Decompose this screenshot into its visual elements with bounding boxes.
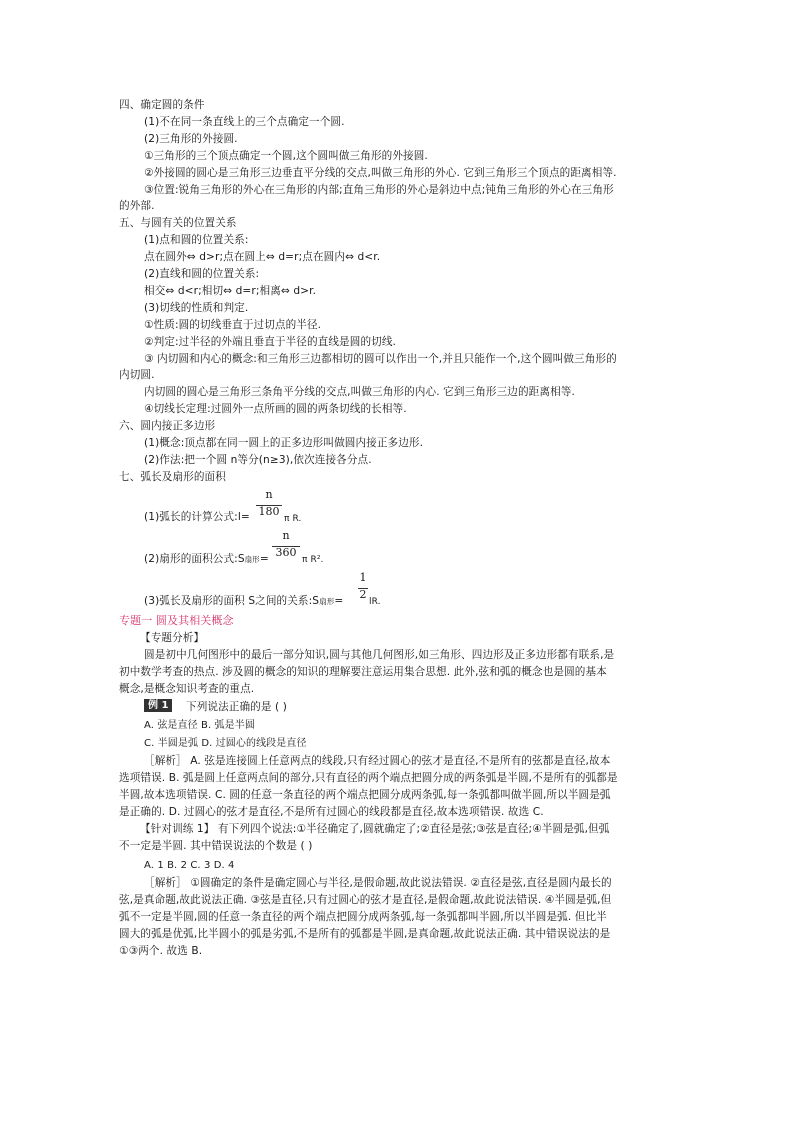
formula-suffix: π R. xyxy=(284,514,302,524)
text-line: ①三角形的三个顶点确定一个圆,这个圆叫做三角形的外接圆. xyxy=(144,150,428,162)
training-question: 【针对训练 1】 有下列四个说法:①半径确定了,圆就确定了;②直径是弦;③弦是直径;④半圆是弧,但弧 xyxy=(140,823,610,835)
example-question: 下列说法正确的是 ( ) xyxy=(186,701,287,713)
text-line: ②判定:过半径的外端且垂直于半径的直线是圆的切线. xyxy=(144,336,396,348)
formula-relation xyxy=(144,594,343,609)
text-line: 内切圆的圆心是三角形三条角平分线的交点,叫做三角形的内心. 它到三角形三边的距离相等. xyxy=(144,386,575,398)
text-line: 弧不一定是半圆,圆的任意一条直径的两个端点把圆分成两条弧,每一条弧都叫半圆,所以半圆是弧. 但比半 xyxy=(119,911,607,923)
formula-arc-length xyxy=(144,510,250,524)
example-badge: 例 1 xyxy=(144,699,172,712)
text-line: 选项错误. B. 弧是圆上任意两点间的部分,只有直径的两个端点把圆分成的两条弧是半圆,不是所有的弧都是 xyxy=(119,772,618,784)
text-line: 半圆,故本选项错误. C. 圆的任意一条直径的两个端点把圆分成两条弧,每一条弧都叫做半圆,所以半圆是弧 xyxy=(119,789,611,801)
text-line: (3)切线的性质和判定. xyxy=(144,302,249,314)
section-4-title: 四、确定圆的条件 xyxy=(119,99,205,111)
section-7-title: 七、弧长及扇形的面积 xyxy=(119,471,226,483)
formula-sector-area xyxy=(144,552,269,567)
text-line: ③位置:锐角三角形的外心在三角形的内部;直角三角形的外心是斜边中点;钝角三角形的外心在三角形 xyxy=(144,184,614,196)
example-options: C. 半圆是弧 D. 过圆心的线段是直径 xyxy=(144,738,307,749)
text-line: ④切线长定理:过圆外一点所画的圆的两条切线的长相等. xyxy=(144,403,407,415)
text-line: 概念,是概念知识考查的重点. xyxy=(119,683,255,695)
text-line: ［解析］ A. 弦是连接圆上任意两点的线段,只有经过圆心的弦才是直径,不是所有的弦都是直径,故本 xyxy=(144,755,611,767)
text-line: (1)点和圆的位置关系: xyxy=(144,234,249,246)
fraction-numerator: n xyxy=(282,529,290,542)
text-line: 是正确的. D. 过圆心的弦才是直径,不是所有过圆心的线段都是直径,故本选项错误. 故选 C. xyxy=(119,806,544,818)
fraction-numerator: n xyxy=(265,488,273,501)
formula-text: (3)弧长及扇形的面积 S之间的关系:S xyxy=(144,595,320,607)
text-line: ③ 内切圆和内心的概念:和三角形三边都相切的圆可以作出一个,并且只能作一个,这个圆叫做三角形的 xyxy=(144,353,617,365)
formula-eq: = xyxy=(259,553,269,565)
text-line: ［解析］ ①圆确定的条件是确定圆心与半径,是假命题,故此说法错误. ②直径是弦,直径是圆内最长的 xyxy=(144,877,612,889)
subscript: 扇形 xyxy=(244,555,260,564)
text-line: 点在圆外⇔ d>r;点在圆上⇔ d=r;点在圆内⇔ d<r. xyxy=(144,251,381,263)
formula-text: (2)扇形的面积公式:S xyxy=(144,553,245,565)
text-line: (1)概念:顶点都在同一圆上的正多边形叫做圆内接正多边形. xyxy=(144,437,424,449)
fraction-denominator: 180 xyxy=(258,505,280,518)
formula-suffix: lR. xyxy=(369,597,381,607)
text-line: (2)直线和圆的位置关系: xyxy=(144,268,260,280)
section-6-title: 六、圆内接正多边形 xyxy=(119,420,216,432)
text-line: 不一定是半圆. 其中错误说法的个数是 ( ) xyxy=(119,840,313,852)
text-line: 的外部. xyxy=(119,200,155,212)
formula-eq: = xyxy=(334,595,344,607)
fraction-denominator: 2 xyxy=(359,588,367,601)
text-line: 相交⇔ d<r;相切⇔ d=r;相离⇔ d>r. xyxy=(144,285,317,297)
text-line: 初中数学考查的热点. 涉及圆的概念的知识的理解要注意运用集合思想. 此外,弦和弧的概念也是圆的基本 xyxy=(119,666,607,678)
fraction-denominator: 360 xyxy=(275,546,297,559)
text-line: (1)不在同一条直线上的三个点确定一个圆. xyxy=(144,116,345,128)
text-line: 内切圆. xyxy=(119,369,155,381)
text-line: 圆大的弧是优弧,比半圆小的弧是劣弧,不是所有的弧都是半圆,是真命题,故此说法正确. 其中错误说法的是 xyxy=(119,928,611,940)
text-line: (2)作法:把一个圆 n等分(n≥3),依次连接各分点. xyxy=(144,454,372,466)
formula-text: (1)弧长的计算公式:l= xyxy=(144,511,250,523)
text-line: ①③两个. 故选 B. xyxy=(119,945,203,957)
fraction-numerator: 1 xyxy=(359,571,367,584)
section-5-title: 五、与圆有关的位置关系 xyxy=(119,217,237,229)
text-line: 圆是初中几何图形中的最后一部分知识,圆与其他几何图形,如三角形、四边形及正多边形都有联系,是 xyxy=(144,649,615,661)
subscript: 扇形 xyxy=(319,597,335,606)
text-line: ②外接圆的圆心是三角形三边垂直平分线的交点,叫做三角形的外心. 它到三角形三个顶点的距离相等. xyxy=(144,167,617,179)
training-options: A. 1 B. 2 C. 3 D. 4 xyxy=(144,860,235,871)
formula-suffix: π R². xyxy=(302,555,324,565)
text-line: ①性质:圆的切线垂直于过切点的半径. xyxy=(144,319,322,331)
text-line: 弦,是真命题,故此说法正确. ③弦是直径,只有过圆心的弦才是直径,是假命题,故此说法错误. ④半圆是弧,但 xyxy=(119,894,612,906)
topic-analysis-label: 【专题分析】 xyxy=(140,632,205,644)
topic-title: 专题一 圆及其相关概念 xyxy=(119,614,234,627)
example-options: A. 弦是直径 B. 弧是半圆 xyxy=(144,720,255,731)
text-line: (2)三角形的外接圆. xyxy=(144,133,238,145)
